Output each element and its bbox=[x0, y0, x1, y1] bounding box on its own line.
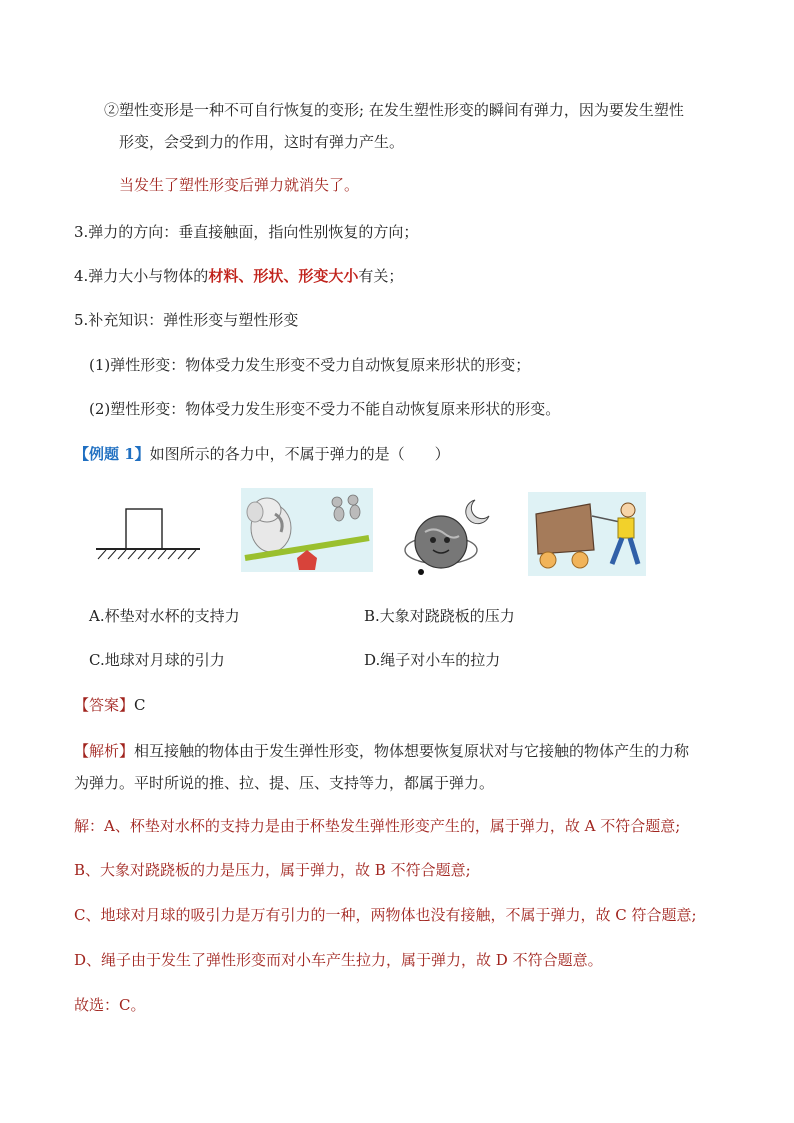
option-b: B.大象对跷跷板的压力 bbox=[364, 607, 515, 625]
orbit-dot bbox=[418, 569, 424, 575]
example-question-text: 如图所示的各力中，不属于弹力的是（ ） bbox=[149, 445, 450, 463]
answer-value: C bbox=[134, 696, 146, 714]
plastic-def-line3: 当发生了塑性形变后弹力就消失了。 bbox=[119, 176, 360, 194]
answer-tag: 【答案】 bbox=[74, 696, 135, 714]
item-5-title: 5.补充知识：弹性形变与塑性形变 bbox=[74, 311, 299, 329]
analysis-tag: 【解析】 bbox=[74, 742, 135, 760]
keyword-shape: 形状 bbox=[253, 267, 284, 285]
earth-icon bbox=[415, 516, 467, 568]
option-d: D.绳子对小车的拉力 bbox=[364, 651, 501, 669]
keyword-material: 材料 bbox=[208, 267, 239, 285]
solution-1: 解：A、杯垫对水杯的支持力是由于杯垫发生弹性形变产生的，属于弹力，故 A 不符合题意; bbox=[74, 817, 681, 835]
analysis-line1 bbox=[74, 740, 689, 762]
ground-hatch bbox=[98, 550, 196, 559]
item-4-suffix: 有关； bbox=[358, 267, 404, 285]
item-3: 3.弹力的方向：垂直接触面，指向性别恢复的方向； bbox=[74, 223, 419, 241]
item-4-sep1: 、 bbox=[238, 267, 254, 285]
figure-d-boy-cart bbox=[528, 492, 646, 576]
solution-5: 故选：C。 bbox=[74, 996, 146, 1014]
solution-3: C、地球对月球的吸引力是万有引力的一种，两物体也没有接触，不属于弹力，故 C 符合题意; bbox=[74, 906, 697, 924]
example-question bbox=[74, 443, 450, 465]
plastic-def-line2: 形变，会受到力的作用，这时有弹力产生。 bbox=[119, 133, 405, 151]
answer bbox=[74, 694, 146, 716]
option-c: C.地球对月球的引力 bbox=[89, 651, 225, 669]
item-5-sub2: (2)塑性形变：物体受力发生形变不受力不能自动恢复原来形状的形变。 bbox=[89, 400, 561, 418]
solution-2: B、大象对跷跷板的力是压力，属于弹力，故 B 不符合题意; bbox=[74, 861, 471, 879]
analysis-line2: 为弹力。平时所说的推、拉、提、压、支持等力，都属于弹力。 bbox=[74, 774, 495, 792]
cart-wheel-right bbox=[572, 552, 588, 568]
example-tag: 【例题 1】 bbox=[74, 445, 150, 463]
plastic-def-line1: ②塑性变形是一种不可自行恢复的变形; 在发生塑性形变的瞬间有弹力，因为要发生塑性 bbox=[104, 101, 684, 119]
figure-a-cup bbox=[92, 505, 204, 565]
item-4-prefix: 4.弹力大小与物体的 bbox=[74, 267, 209, 285]
keyword-deformation: 形变大小 bbox=[298, 267, 359, 285]
moon-icon bbox=[466, 500, 489, 524]
item-4 bbox=[74, 265, 403, 287]
figure-b-elephant-seesaw bbox=[241, 488, 373, 572]
option-a: A.杯垫对水杯的支持力 bbox=[89, 607, 240, 625]
figure-c-earth-moon bbox=[401, 492, 497, 580]
cart-wheel-left bbox=[540, 552, 556, 568]
item-4-sep2: 、 bbox=[283, 267, 299, 285]
solution-4: D、绳子由于发生了弹性形变而对小车产生拉力，属于弹力，故 D 不符合题意。 bbox=[74, 951, 603, 969]
item-5-sub1: (1)弹性形变：物体受力发生形变不受力自动恢复原来形状的形变； bbox=[89, 356, 531, 374]
cup-shape bbox=[126, 509, 162, 549]
analysis-text1: 相互接触的物体由于发生弹性形变，物体想要恢复原状对与它接触的物体产生的力称 bbox=[134, 742, 690, 760]
